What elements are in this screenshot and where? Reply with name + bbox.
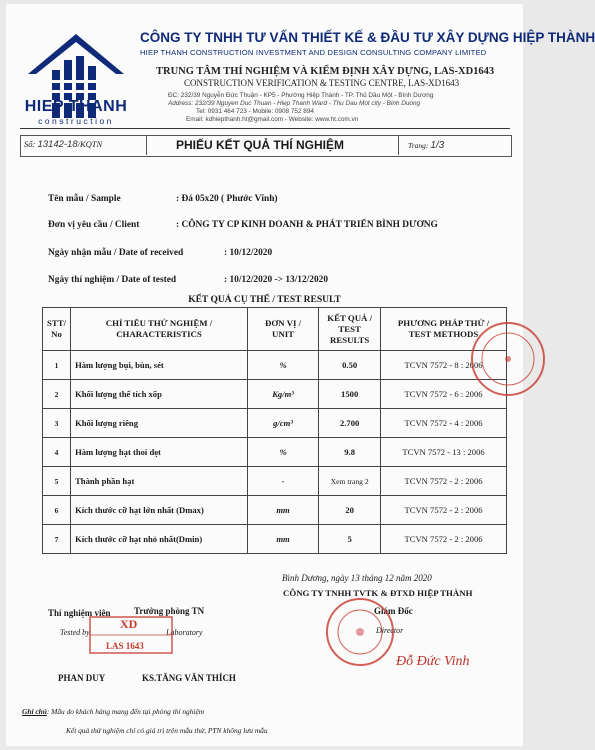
company-name-en: HIEP THANH CONSTRUCTION INVESTMENT AND DESIGN CONSULTING COMPANY LIMITED <box>140 48 487 57</box>
client-field <box>48 220 438 230</box>
results-title: KẾT QUẢ CỤ THỂ / TEST RESULT <box>188 295 341 305</box>
director-label: Giám Đốc <box>374 606 413 616</box>
tested-label: Ngày thí nghiệm / Date of tested <box>48 275 177 285</box>
row-result: Xem trang 2 <box>319 467 381 496</box>
header-unit: ĐƠN VỊ / UNIT <box>247 308 318 351</box>
logo-brand: HIEP THANH <box>24 98 128 115</box>
tested-field <box>48 275 329 285</box>
header-characteristics: CHỈ TIÊU THỬ NGHIỆM / CHARACTERISTICS <box>71 308 248 351</box>
row-characteristic: Thành phần hạt <box>71 467 248 496</box>
report-title: PHIẾU KẾT QUẢ THÍ NGHIỆM <box>176 138 345 152</box>
row-unit: - <box>247 467 318 496</box>
row-characteristic: Khối lượng riêng <box>71 409 248 438</box>
center-name-vn: TRUNG TÂM THÍ NGHIỆM VÀ KIỂM ĐỊNH XÂY DỰNG, LAS-XD1643 <box>156 66 495 77</box>
row-characteristic: Kích thước cỡ hạt nhỏ nhất(Dmin) <box>71 525 248 554</box>
row-method: TCVN 7572 - 2 : 2006 <box>381 525 507 554</box>
row-method: TCVN 7572 - 13 : 2006 <box>381 438 507 467</box>
row-result: 9.8 <box>319 438 381 467</box>
note-line-1 <box>22 707 204 716</box>
row-stt: 6 <box>43 496 71 525</box>
row-characteristic: Khối lượng thể tích xốp <box>71 380 248 409</box>
tester-label: Thí nghiệm viên <box>48 608 111 618</box>
report-number-suffix: /KQTN <box>77 139 103 149</box>
table-row <box>43 351 507 380</box>
sign-company: CÔNG TY TNHH TVTK & ĐTXD HIỆP THÀNH <box>283 588 473 598</box>
row-stt: 1 <box>43 351 71 380</box>
lab-label: Trưởng phòng TN <box>134 606 205 616</box>
table-row <box>43 409 507 438</box>
client-label: Đơn vị yêu cầu / Client <box>48 220 140 230</box>
stamp-xd: XD <box>120 617 138 631</box>
header-separator <box>146 135 147 155</box>
row-stt: 4 <box>43 438 71 467</box>
company-round-seal <box>324 596 396 668</box>
row-result: 5 <box>319 525 381 554</box>
results-table <box>42 307 507 554</box>
lab-label-en: Laboratory <box>166 628 203 637</box>
page-value: 1/3 <box>430 140 445 151</box>
table-row <box>43 496 507 525</box>
row-characteristic: Hàm lượng bụi, bùn, sét <box>71 351 248 380</box>
report-number <box>24 139 102 150</box>
header-separator <box>398 135 399 155</box>
sample-field <box>48 194 278 204</box>
tester-name: PHAN DUY <box>58 673 106 683</box>
tested-value: : 10/12/2020 -> 13/12/2020 <box>224 275 329 285</box>
phone-line: Tel: 0931 464 723 - Mobile: 0908 752 894 <box>196 108 314 115</box>
note-text-1: : Mẫu do khách hàng mang đến tại phòng thí nghiệm <box>46 707 205 716</box>
row-characteristic: Kích thước cỡ hạt lớn nhất (Dmax) <box>71 496 248 525</box>
sample-value: : Đá 05x20 ( Phước Vĩnh) <box>176 194 278 204</box>
stamp-las: LAS 1643 <box>106 641 144 651</box>
row-stt: 3 <box>43 409 71 438</box>
header-result: KẾT QUẢ / TEST RESULTS <box>319 308 381 351</box>
sample-label: Tên mẫu / Sample <box>48 194 121 204</box>
row-result: 2.700 <box>319 409 381 438</box>
table-row <box>43 525 507 554</box>
center-name-en: CONSTRUCTION VERIFICATION & TESTING CENTRE, LAS-XD1643 <box>184 78 460 88</box>
row-unit: Kg/m³ <box>247 380 318 409</box>
client-value: : CÔNG TY CP KINH DOANH & PHÁT TRIỂN BÌNH DƯƠNG <box>176 220 438 230</box>
row-method: TCVN 7572 - 2 : 2006 <box>381 496 507 525</box>
note-key: Ghi chú <box>22 707 47 716</box>
row-result: 1500 <box>319 380 381 409</box>
table-row <box>43 438 507 467</box>
row-stt: 2 <box>43 380 71 409</box>
row-result: 20 <box>319 496 381 525</box>
row-method: TCVN 7572 - 8 : 2006 <box>381 351 507 380</box>
row-stt: 7 <box>43 525 71 554</box>
row-unit: mm <box>247 525 318 554</box>
row-characteristic: Hàm lượng hạt thoi dẹt <box>71 438 248 467</box>
email-line: Email: kdhiepthanh.ht@gmail.com - Website: www.ht.com.vn <box>186 116 359 123</box>
note-text-2: Kết quả thử nghiệm chỉ có giá trị trên mẫu thử, PTN không lưu mẫu <box>66 726 268 735</box>
company-name-vn: CÔNG TY TNHH TƯ VẤN THIẾT KẾ & ĐẦU TƯ XÂY DỰNG HIỆP THÀNH <box>140 30 595 45</box>
row-unit: g/cm³ <box>247 409 318 438</box>
sign-date: Bình Dương, ngày 13 tháng 12 năm 2020 <box>282 573 432 583</box>
lab-manager-name: KS.TĂNG VĂN THÍCH <box>142 673 236 683</box>
row-result: 0.50 <box>319 351 381 380</box>
row-unit: % <box>247 351 318 380</box>
table-header-row <box>43 308 507 351</box>
address-vn: ĐC: 232/39 Nguyễn Đức Thuận - KP5 - Phường Hiệp Thành - TP. Thủ Dầu Một - Bình Dương <box>168 92 434 99</box>
address-en: Address: 232/39 Nguyen Duc Thuan - Hiep Thanh Ward - Thu Dau Mot city - Binh Duong <box>168 100 421 107</box>
logo-subtitle: construction <box>38 116 114 126</box>
page-label: Trang: <box>408 141 429 150</box>
page-indicator <box>408 140 444 151</box>
received-label: Ngày nhận mẫu / Date of received <box>48 248 184 258</box>
side-seal-stamp <box>468 318 530 400</box>
header-stt: STT/ No <box>43 308 71 351</box>
row-method: TCVN 7572 - 4 : 2006 <box>381 409 507 438</box>
report-number-value: 13142-18 <box>37 139 78 150</box>
received-field <box>48 248 273 258</box>
header-divider <box>20 128 510 129</box>
row-method: TCVN 7572 - 6 : 2006 <box>381 380 507 409</box>
row-method: TCVN 7572 - 2 : 2006 <box>381 467 507 496</box>
row-unit: % <box>247 438 318 467</box>
received-value: : 10/12/2020 <box>224 248 273 258</box>
table-row <box>43 380 507 409</box>
header-method: PHƯƠNG PHÁP THỬ / TEST METHODS <box>381 308 507 351</box>
row-unit: mm <box>247 496 318 525</box>
tester-label-en: Tested by <box>60 628 90 637</box>
director-signature: Đỗ Đức Vinh <box>396 654 470 669</box>
report-number-label: Số: <box>24 139 36 149</box>
table-row <box>43 467 507 496</box>
director-label-en: Director <box>376 626 404 635</box>
row-stt: 5 <box>43 467 71 496</box>
